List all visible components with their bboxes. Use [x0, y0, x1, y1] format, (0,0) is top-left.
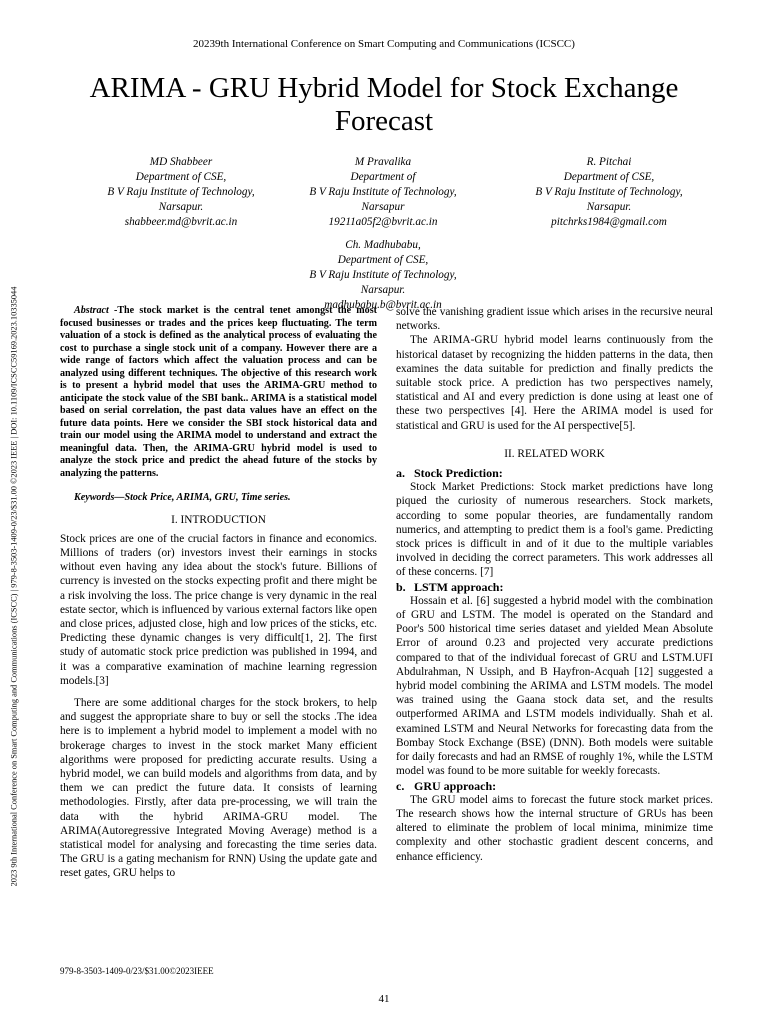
author-dept: Department of CSE, — [135, 171, 227, 183]
subsection-letter: a. — [396, 466, 405, 481]
subsection-title: GRU approach: — [414, 778, 497, 793]
keywords: Keywords—Stock Price, ARIMA, GRU, Time series. — [74, 492, 291, 503]
abstract-text: -The stock market is the central tenet amongst the most focused businesses or trades and the prices keep fluctuating. The term valuation of a stock is defined as the analytical process of evaluating the cost to purchase a single stock unit of a company. However there are a wide range of factors which affect the valuation process and can be analyzed using different techniques. The objective of this research work is to present a hybrid model that uses the ARIMA-GRU method to anticipate the stock value of the SBI bank.. ARIMA is a statistical model based on serial correlation, the past data values have an effect on the future data points. Here we consider the SBI stock historical data and train our model using the ARIMA model to understand and extract the meaningful data. Then, the ARIMA-GRU hybrid model is used to analyze the stock price and predict the ahead future of the stocks by analyzing the patterns. — [60, 305, 377, 479]
section-heading-introduction: I. INTRODUCTION — [171, 513, 266, 526]
author-name: MD Shabbeer — [149, 156, 213, 168]
author-city: Narsapur — [361, 201, 405, 213]
subsection-title: Stock Prediction: — [414, 466, 503, 481]
author-name: R. Pitchai — [586, 156, 632, 168]
subsection-letter: b. — [396, 579, 406, 594]
subsection-title: LSTM approach: — [414, 579, 504, 594]
page-number: 41 — [378, 993, 390, 1005]
author-dept: Department of — [350, 171, 416, 183]
related-work-paragraph-b: Hossain et al. [6] suggested a hybrid model with the combination of GRU and LSTM. The model is operated on the Standard and Poor's 500 historical time series dataset and yielded Mean Absolute Error of around 0.23 and projected very accurate predictions compared to that of the individual forecast of GRU and LSTM.UFI Abdulrahman, N Ussiph, and B Hayfron-Acquah [12] suggested a hybrid model combining the ARIMA and LSTM models. The model was trained using the Gaana stock data set, and the results outperformed ARIMA and LSTM models individually. Shah et al. examined LSTM and Neural Networks for forecasting data from the Bombay Stock Exchange (BSE) (DNN). Both models were suitable for daily forecasts and had an RMSE of roughly 1%, while the LSTM model was found to be more suitable for weekly forecasts. — [396, 594, 713, 778]
conference-header: 20239th International Conference on Smart Computing and Communications (ICSCC) — [193, 38, 575, 50]
subsection-letter: c. — [396, 778, 405, 793]
author-block-4 — [268, 238, 498, 313]
paper-title: ARIMA - GRU Hybrid Model for Stock Exchange Forecast — [89, 72, 679, 137]
author-city: Narsapur. — [360, 284, 406, 296]
author-block-3 — [494, 155, 724, 230]
author-dept: Department of CSE, — [337, 254, 429, 266]
subsection-heading-gru — [396, 779, 713, 793]
author-email[interactable]: madhubabu.b@bvrit.ac.in — [324, 299, 442, 311]
abstract — [60, 305, 377, 480]
subsection-heading-lstm — [396, 580, 713, 594]
intro-paragraph-1: Stock prices are one of the crucial factors in finance and economics. Millions of traders (or) investors invest their earnings in stocks without even having any idea about the stock's future. Billions of currency is invested on the stocks expecting profit and there might be a risk involving the loss. The price change is very dynamic in the real estate sector, which is influenced by various external factors like open and close prices, adjusted close, high and low prices of the sticks, etc. Predicting these dynamic changes is very difficult[1, 2]. The first study of automatic stock price prediction was published in 1994, and it was a comparative examination of machine learning regression models.[3] — [60, 532, 377, 687]
author-name: M Pravalika — [354, 156, 412, 168]
author-name: Ch. Madhubabu, — [345, 239, 421, 251]
subsection-heading-stock-prediction — [396, 466, 713, 480]
author-block-1 — [66, 155, 296, 230]
author-block-2 — [268, 155, 498, 230]
author-email[interactable]: 19211a05f2@bvrit.ac.in — [328, 216, 438, 228]
right-column — [396, 305, 713, 864]
intro-paragraph-3: The ARIMA-GRU hybrid model learns continuously from the historical dataset by recognizing the hidden patterns in the data, then examines the data suitable for prediction and finally predicts the suitable stock price. A prediction has two perspectives namely, statistical and AI and every prediction is done using at least one of these two perspectives [4]. Here the ARIMA model is used for statistical and GRU is used for the AI perspective[5]. — [396, 334, 713, 432]
author-institute: B V Raju Institute of Technology, — [309, 269, 457, 281]
author-institute: B V Raju Institute of Technology, — [535, 186, 683, 198]
intro-paragraph-2: There are some additional charges for the stock brokers, to help and suggest the appropriate share to buy or sell the stocks .The idea here is to implement a hybrid model to implement a model with no brokerage charges to invest in the stock market Many efficient algorithms were proposed for predicting accurate results. Using a hybrid model, we can build models and algorithms from data, and by them we can predict the future data. It consists of learning methodologies. Firstly, after data pre-processing, we will train the data with the hybrid ARIMA-GRU model. The ARIMA(Autoregressive Integrated Moving Average) method is a statistical model for analysing and forecasting the time series data. The GRU is a gating mechanism for RNN) Using the update gate and reset gates, GRU helps to — [60, 696, 377, 880]
author-city: Narsapur. — [586, 201, 632, 213]
related-work-paragraph-c: The GRU model aims to forecast the future stock market prices. The research shows how the internal structure of GRUs has been altered to eliminate the problem of local minima, minimize time complexity and other stochastic gradient descent concerns, and enhance efficiency. — [396, 793, 713, 863]
author-institute: B V Raju Institute of Technology, — [107, 186, 255, 198]
author-email[interactable]: pitchrks1984@gmail.com — [551, 216, 667, 228]
section-heading-related-work: II. RELATED WORK — [504, 447, 605, 460]
sidebar-doi-identifier: 2023 9th International Conference on Smart Computing and Communications (ICSCC) | 979-8-3503-1409-0/23/$31.00 ©2023 IEEE | DOI: 10.1109/ICSCC59169.2023.10335044 — [9, 286, 19, 887]
left-column — [60, 305, 377, 881]
author-email[interactable]: shabbeer.md@bvrit.ac.in — [124, 216, 238, 228]
intro-paragraph-2-continued: solve the vanishing gradient issue which arises in the recursive neural networks. — [396, 306, 713, 333]
abstract-label: Abstract — [74, 305, 109, 316]
author-city: Narsapur. — [158, 201, 204, 213]
author-institute: B V Raju Institute of Technology, — [309, 186, 457, 198]
footer-isbn: 979-8-3503-1409-0/23/$31.00©2023IEEE — [60, 966, 214, 976]
related-work-paragraph-a: Stock Market Predictions: Stock market predictions have long piqued the curiosity of numerous researchers. Stock markets, according to some popular theories, are fundamentally random numerics, and attempting to predict them is a fool's game. Predicting stock prices is difficult in and of it due to the multiple variables involved in deciding the correct parameters. This work addresses all of these concerns. [7] — [396, 481, 713, 579]
author-dept: Department of CSE, — [563, 171, 655, 183]
